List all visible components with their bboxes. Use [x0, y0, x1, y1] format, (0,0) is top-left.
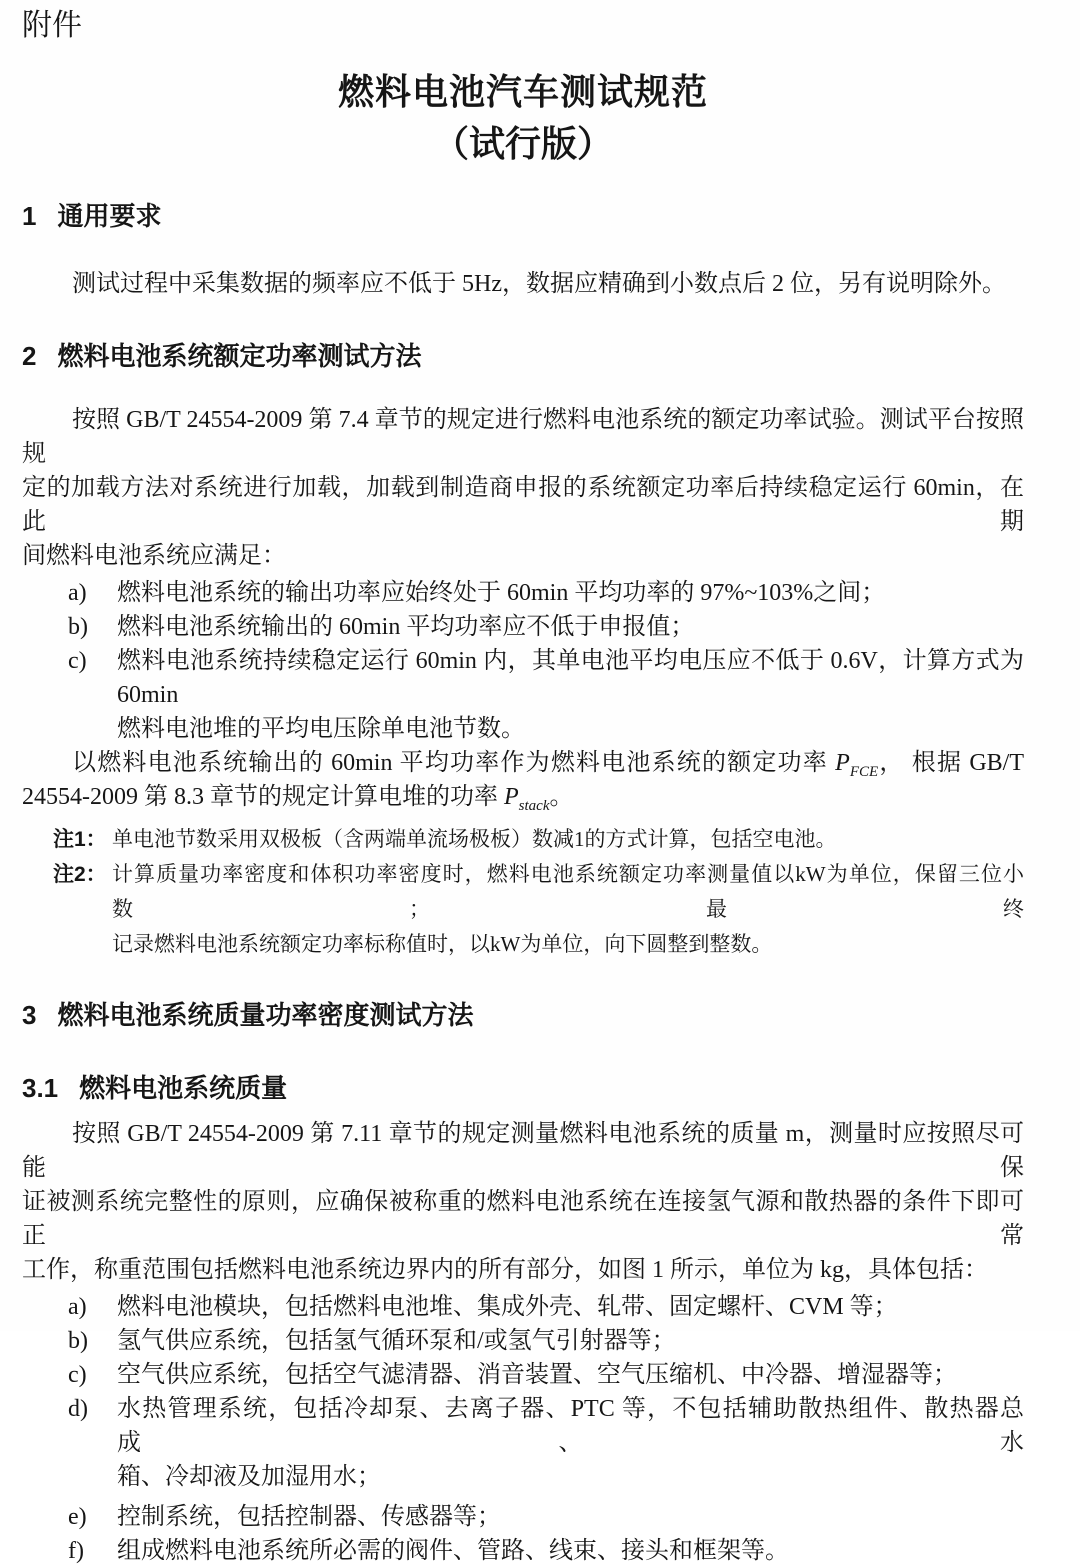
section-1-title: 通用要求 — [57, 201, 162, 231]
paragraph-line: 定的加载方法对系统进行加载，加载到制造商申报的系统额定功率后持续稳定运行 60min，在此期 — [22, 475, 1024, 535]
list-item-d — [22, 1392, 1024, 1494]
paragraph-line: 工作，称重范围包括燃料电池系统边界内的所有部分，如图 1 所示，单位为 kg，具体包括： — [22, 1257, 988, 1283]
section-2-title: 燃料电池系统额定功率测试方法 — [57, 341, 422, 371]
note-2-label: 注2： — [53, 863, 107, 886]
list-item-line: 箱、冷却液及加湿用水； — [117, 1464, 381, 1490]
section-2-paragraph-2 — [22, 746, 1024, 814]
paragraph-line — [22, 746, 1024, 780]
paragraph-line — [22, 780, 1024, 814]
list-item-line: 组成燃料电池系统所必需的阀件、管路、线束、接头和框架等。 — [117, 1538, 789, 1564]
note-line: 单电池节数采用双极板（含两端单流场极板）数减1的方式计算，包括空电池。 — [112, 827, 837, 851]
section-3-1-title: 燃料电池系统质量 — [79, 1073, 288, 1103]
attachment-label: 附件 — [22, 9, 82, 42]
section-3-number: 3 — [22, 1000, 37, 1030]
note-line: 记录燃料电池系统额定功率标称值时，以kW为单位，向下圆整到整数。 — [112, 932, 773, 956]
section-2-paragraph-1 — [22, 403, 1024, 573]
section-3-title: 燃料电池系统质量功率密度测试方法 — [57, 1000, 474, 1030]
note-line: 计算质量功率密度和体积功率密度时，燃料电池系统额定功率测量值以kW为单位，保留三位小数；最终 — [112, 862, 1024, 921]
list-marker: f) — [68, 1538, 84, 1564]
paragraph-line: 间燃料电池系统应满足： — [22, 543, 286, 569]
list-item-line: 燃料电池堆的平均电压除单电池节数。 — [117, 716, 525, 742]
section-2-heading — [22, 341, 1024, 371]
paragraph-text: 24554-2009 第 8.3 章节的规定计算电堆的功率 — [22, 784, 504, 810]
section-3-1-paragraph — [22, 1117, 1024, 1287]
list-item-line: 空气供应系统，包括空气滤清器、消音装置、空气压缩机、中冷器、增湿器等； — [117, 1362, 957, 1388]
formula-p-fce: P — [835, 750, 850, 776]
list-item-line: 控制系统，包括控制器、传感器等； — [117, 1504, 501, 1530]
list-item-line: 水热管理系统，包括冷却泵、去离子器、PTC 等，不包括辅助散热组件、散热器总成、水 — [117, 1396, 1024, 1456]
section-1-number: 1 — [22, 201, 37, 231]
list-item-b — [22, 1324, 1024, 1358]
note-1 — [22, 822, 1024, 857]
formula-subscript-fce: FCE — [849, 763, 879, 780]
list-marker: a) — [68, 580, 87, 606]
list-item-line: 燃料电池模块，包括燃料电池堆、集成外壳、轧带、固定螺杆、CVM 等； — [117, 1294, 898, 1320]
section-3-1-heading — [22, 1073, 1024, 1103]
list-marker: b) — [68, 614, 88, 640]
section-3-1-number: 3.1 — [22, 1073, 59, 1103]
notes-block — [22, 822, 1024, 962]
note-1-label: 注1： — [53, 828, 107, 851]
list-item-line: 氢气供应系统，包括氢气循环泵和/或氢气引射器等； — [117, 1328, 676, 1354]
list-item-b — [22, 610, 1024, 644]
document-title: 燃料电池汽车测试规范 — [337, 71, 708, 112]
list-item-a — [22, 1290, 1024, 1324]
formula-subscript-stack: stack — [518, 797, 550, 814]
list-marker: e) — [68, 1504, 87, 1530]
list-marker: c) — [68, 1362, 87, 1388]
list-marker: b) — [68, 1328, 88, 1354]
paragraph-line: 按照 GB/T 24554-2009 第 7.11 章节的规定测量燃料电池系统的质量 m，测量时应按照尽可能保 — [22, 1121, 1024, 1181]
paragraph-text: 以燃料电池系统输出的 60min 平均功率作为燃料电池系统的额定功率 — [72, 750, 836, 776]
section-1-heading — [22, 201, 1024, 231]
paragraph-line: 证被测系统完整性的原则，应确保被称重的燃料电池系统在连接氢气源和散热器的条件下即可正常 — [22, 1189, 1024, 1249]
section-3-heading — [22, 1000, 1024, 1030]
paragraph-line: 按照 GB/T 24554-2009 第 7.4 章节的规定进行燃料电池系统的额定功率试验。测试平台按照规 — [22, 407, 1024, 467]
list-item-f — [22, 1534, 1024, 1568]
list-item-line: 燃料电池系统输出的 60min 平均功率应不低于申报值； — [117, 614, 695, 640]
list-marker: d) — [68, 1396, 88, 1422]
paragraph-text: 。 — [549, 784, 574, 810]
section-2-number: 2 — [22, 341, 37, 371]
list-marker: c) — [68, 648, 87, 674]
list-item-line: 燃料电池系统持续稳定运行 60min 内，其单电池平均电压应不低于 0.6V，计算方式为 60min — [117, 648, 1024, 708]
list-item-a — [22, 576, 1024, 610]
list-item-line: 燃料电池系统的输出功率应始终处于 60min 平均功率的 97%~103%之间； — [117, 580, 886, 606]
section-1-paragraph: 测试过程中采集数据的频率应不低于 5Hz，数据应精确到小数点后 2 位，另有说明除外。 — [72, 271, 1006, 297]
document-subtitle: （试行版） — [432, 123, 613, 164]
note-2 — [22, 857, 1024, 962]
list-item-c — [22, 1358, 1024, 1392]
list-item-e — [22, 1500, 1024, 1534]
list-marker: a) — [68, 1294, 87, 1320]
paragraph-text: ， 根据 GB/T — [878, 750, 1025, 776]
formula-p-stack: P — [504, 784, 519, 810]
list-item-c — [22, 644, 1024, 746]
